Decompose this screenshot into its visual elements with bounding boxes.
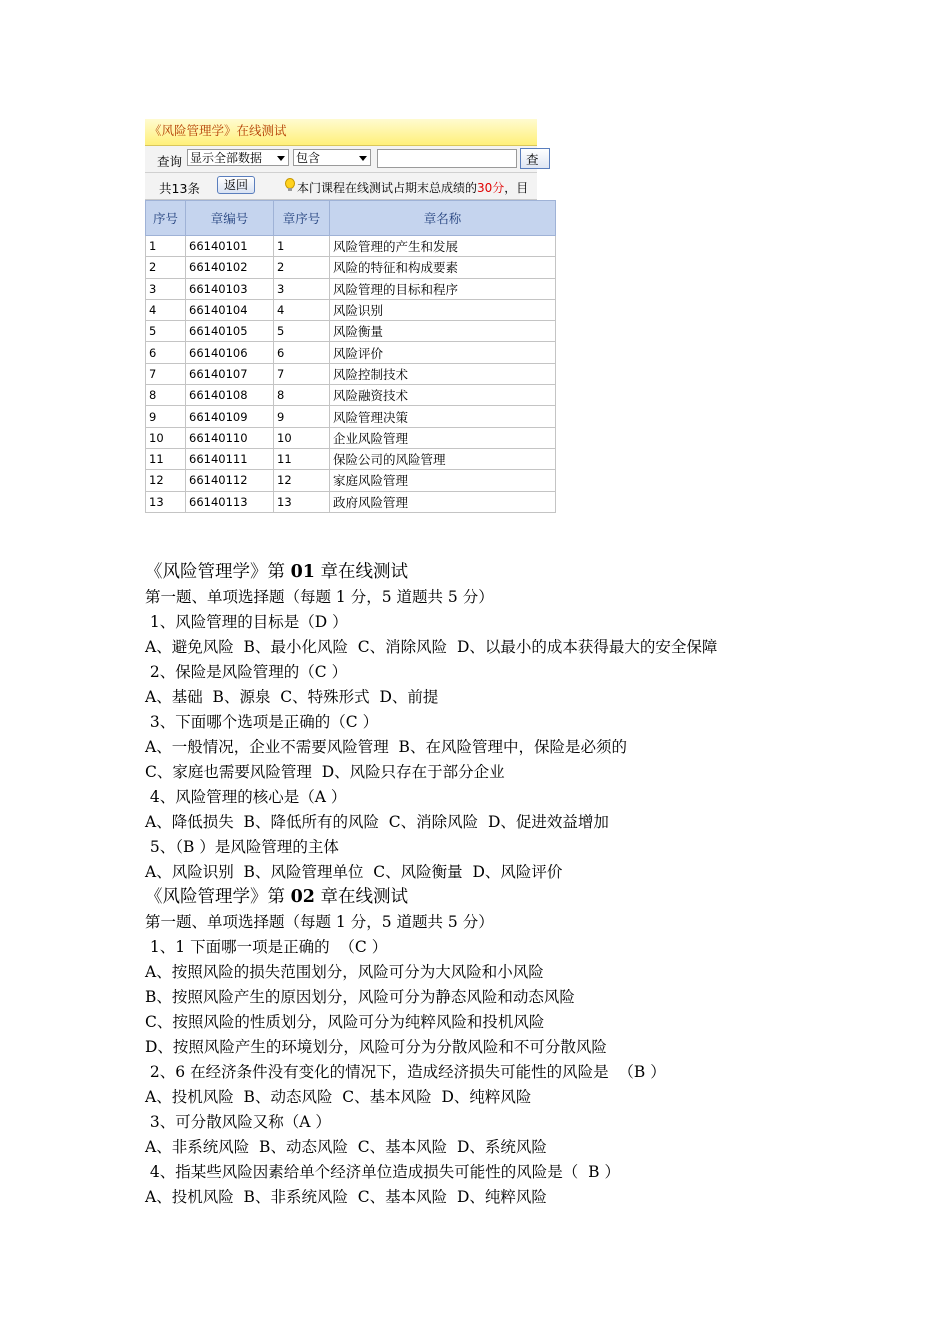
heading-post: 章在线测试 — [314, 562, 408, 582]
heading-pre: 《风险管理学》第 — [145, 562, 291, 582]
question-line: 4、风险管理的核心是（A ） — [145, 788, 347, 806]
question-line: 1、1 下面哪一项是正确的 （C ） — [145, 938, 388, 956]
filter-select-value: 显示全部数据 — [190, 151, 263, 165]
cell-chapter-code: 66140109 — [186, 406, 274, 427]
question-line: 3、可分散风险又称（A ） — [145, 1113, 331, 1131]
lightbulb-icon — [285, 178, 295, 189]
col-header-chapter-name[interactable]: 章名称 — [330, 201, 556, 236]
cell-index: 5 — [146, 321, 186, 342]
cell-chapter-no: 12 — [274, 470, 330, 491]
cell-chapter-no: 7 — [274, 363, 330, 384]
notice-pre: 本门课程在线测试占期末总成绩的 — [297, 181, 478, 195]
cell-index: 8 — [146, 385, 186, 406]
chapter-table — [145, 200, 556, 513]
question-line: D、按照风险产生的环境划分，风险可分为分散风险和不可分散风险 — [145, 1038, 607, 1056]
cell-index: 2 — [146, 257, 186, 278]
cell-index: 12 — [146, 470, 186, 491]
cell-index: 11 — [146, 448, 186, 469]
table-row[interactable] — [146, 321, 556, 342]
question-line: A、一般情况，企业不需要风险管理 B、在风险管理中，保险是必须的 — [145, 738, 627, 756]
query-label: 查询 — [157, 154, 183, 169]
cell-chapter-no: 6 — [274, 342, 330, 363]
question-line: 第一题、单项选择题（每题 1 分，5 道题共 5 分） — [145, 913, 494, 931]
heading-number: 01 — [290, 562, 315, 582]
question-line: C、按照风险的性质划分，风险可分为纯粹风险和投机风险 — [145, 1013, 545, 1031]
question-line: A、投机风险 B、动态风险 C、基本风险 D、纯粹风险 — [145, 1088, 532, 1106]
cell-index: 9 — [146, 406, 186, 427]
cell-chapter-code: 66140107 — [186, 363, 274, 384]
question-line: 5、（B ）是风险管理的主体 — [145, 838, 339, 856]
cell-chapter-name: 保险公司的风险管理 — [330, 448, 556, 469]
chevron-down-icon — [277, 156, 285, 161]
course-test-panel — [145, 119, 537, 509]
cell-index: 10 — [146, 427, 186, 448]
cell-chapter-code: 66140113 — [186, 491, 274, 512]
chevron-down-icon — [359, 156, 367, 161]
cell-chapter-no: 5 — [274, 321, 330, 342]
question-line: A、风险识别 B、风险管理单位 C、风险衡量 D、风险评价 — [145, 863, 563, 881]
query-bar — [145, 146, 537, 173]
table-row[interactable] — [146, 299, 556, 320]
record-count: 共13条 — [159, 181, 200, 196]
question-line: 4、指某些风险因素给单个经济单位造成损失可能性的风险是（ B ） — [145, 1163, 620, 1181]
table-row[interactable] — [146, 363, 556, 384]
chapter-01-heading — [145, 560, 905, 585]
col-header-chapter-no[interactable]: 章序号 — [274, 201, 330, 236]
cell-chapter-name: 风险衡量 — [330, 321, 556, 342]
cell-index: 6 — [146, 342, 186, 363]
table-header-row — [146, 201, 556, 236]
cell-index: 7 — [146, 363, 186, 384]
cell-index: 4 — [146, 299, 186, 320]
table-row[interactable] — [146, 385, 556, 406]
document-body — [145, 560, 905, 1210]
table-row[interactable] — [146, 278, 556, 299]
cell-chapter-name: 风险管理的产生和发展 — [330, 236, 556, 257]
panel-title: 《风险管理学》在线测试 — [145, 119, 537, 146]
cell-chapter-name: 家庭风险管理 — [330, 470, 556, 491]
filter-select[interactable] — [187, 149, 289, 166]
cell-chapter-no: 8 — [274, 385, 330, 406]
col-header-index[interactable]: 序号 — [146, 201, 186, 236]
cell-chapter-no: 3 — [274, 278, 330, 299]
heading-pre: 《风险管理学》第 — [145, 887, 291, 907]
col-header-chapter-code[interactable]: 章编号 — [186, 201, 274, 236]
table-row[interactable] — [146, 427, 556, 448]
cell-chapter-name: 风险融资技术 — [330, 385, 556, 406]
cell-chapter-no: 4 — [274, 299, 330, 320]
question-line: C、家庭也需要风险管理 D、风险只存在于部分企业 — [145, 763, 505, 781]
cell-chapter-name: 企业风险管理 — [330, 427, 556, 448]
cell-index: 3 — [146, 278, 186, 299]
chapter-02-heading — [145, 885, 905, 910]
cell-chapter-name: 风险的特征和构成要素 — [330, 257, 556, 278]
table-row[interactable] — [146, 448, 556, 469]
cell-chapter-code: 66140103 — [186, 278, 274, 299]
cell-chapter-no: 13 — [274, 491, 330, 512]
question-line: 3、下面哪个选项是正确的（C ） — [145, 713, 379, 731]
notice-percent: 30分 — [477, 181, 505, 195]
cell-chapter-code: 66140110 — [186, 427, 274, 448]
question-line: B、按照风险产生的原因划分，风险可分为静态风险和动态风险 — [145, 988, 575, 1006]
question-line: A、避免风险 B、最小化风险 C、消除风险 D、以最小的成本获得最大的安全保障 — [145, 638, 718, 656]
heading-number: 02 — [290, 887, 315, 907]
cell-chapter-name: 风险评价 — [330, 342, 556, 363]
cell-index: 13 — [146, 491, 186, 512]
chapter-01-questions — [145, 585, 905, 885]
table-row[interactable] — [146, 491, 556, 512]
question-line: A、非系统风险 B、动态风险 C、基本风险 D、系统风险 — [145, 1138, 547, 1156]
cell-chapter-code: 66140106 — [186, 342, 274, 363]
cell-chapter-code: 66140111 — [186, 448, 274, 469]
cell-chapter-code: 66140101 — [186, 236, 274, 257]
question-line: A、降低损失 B、降低所有的风险 C、消除风险 D、促进效益增加 — [145, 813, 609, 831]
cell-chapter-no: 1 — [274, 236, 330, 257]
cell-chapter-name: 风险管理的目标和程序 — [330, 278, 556, 299]
cell-chapter-code: 66140108 — [186, 385, 274, 406]
search-input[interactable] — [377, 149, 517, 168]
question-line: A、基础 B、源泉 C、特殊形式 D、前提 — [145, 688, 439, 706]
question-line: 第一题、单项选择题（每题 1 分，5 道题共 5 分） — [145, 588, 494, 606]
search-button[interactable]: 查 — [520, 148, 550, 169]
notice-post: ，目 — [504, 181, 529, 195]
info-bar — [145, 173, 537, 200]
question-line: A、按照风险的损失范围划分，风险可分为大风险和小风险 — [145, 963, 544, 981]
back-button[interactable]: 返回 — [217, 176, 255, 194]
table-row[interactable] — [146, 342, 556, 363]
question-line: 2、保险是风险管理的（C ） — [145, 663, 348, 681]
cell-chapter-no: 2 — [274, 257, 330, 278]
table-row[interactable] — [146, 236, 556, 257]
cell-chapter-name: 政府风险管理 — [330, 491, 556, 512]
notice-text — [297, 179, 528, 196]
cell-chapter-no: 9 — [274, 406, 330, 427]
cell-chapter-name: 风险管理决策 — [330, 406, 556, 427]
question-line: 1、风险管理的目标是（D ） — [145, 613, 348, 631]
chapter-02-questions — [145, 910, 905, 1210]
match-select-value: 包含 — [296, 151, 321, 165]
question-line: 2、6 在经济条件没有变化的情况下，造成经济损失可能性的风险是 （B ） — [145, 1063, 666, 1081]
cell-chapter-code: 66140102 — [186, 257, 274, 278]
cell-index: 1 — [146, 236, 186, 257]
table-row[interactable] — [146, 406, 556, 427]
cell-chapter-code: 66140104 — [186, 299, 274, 320]
cell-chapter-name: 风险控制技术 — [330, 363, 556, 384]
heading-post: 章在线测试 — [314, 887, 408, 907]
cell-chapter-name: 风险识别 — [330, 299, 556, 320]
cell-chapter-code: 66140105 — [186, 321, 274, 342]
question-line: A、投机风险 B、非系统风险 C、基本风险 D、纯粹风险 — [145, 1188, 547, 1206]
cell-chapter-no: 10 — [274, 427, 330, 448]
cell-chapter-no: 11 — [274, 448, 330, 469]
table-row[interactable] — [146, 257, 556, 278]
table-row[interactable] — [146, 470, 556, 491]
cell-chapter-code: 66140112 — [186, 470, 274, 491]
match-select[interactable] — [293, 149, 371, 166]
